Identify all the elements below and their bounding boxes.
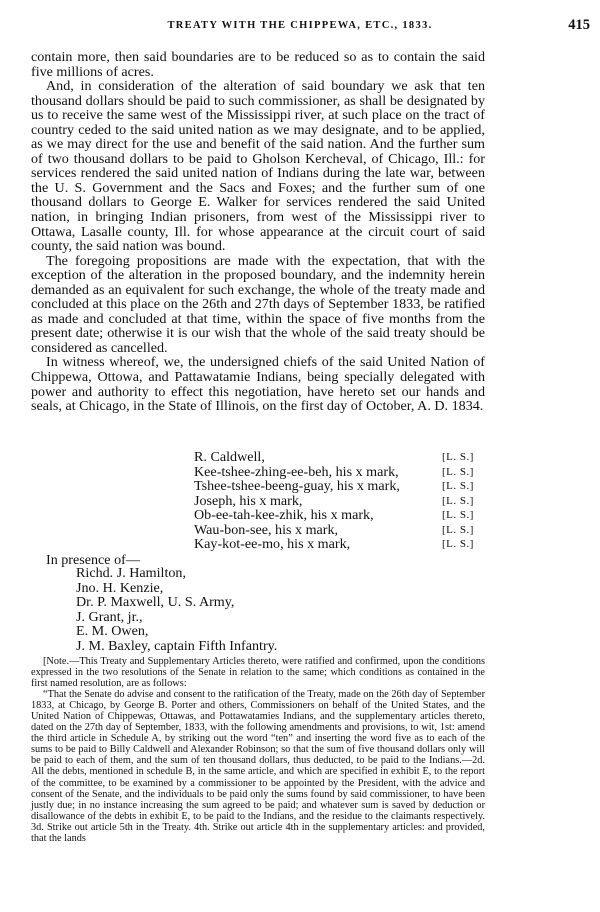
seal-mark: [L. S.] [442,465,474,478]
witnesses-heading: In presence of— [46,552,140,568]
signatory-row [194,523,486,538]
signatory-row [194,494,486,509]
page-number: 415 [568,17,590,33]
signatory-row [194,479,486,494]
seal-mark: [L. S.] [442,523,474,536]
signatory-name: Ob-ee-tah-kee-zhik, his x mark, [194,507,374,524]
witness-name: Dr. P. Maxwell, U. S. Army, [76,594,235,611]
signatory-name: R. Caldwell, [194,449,265,465]
seal-mark: [L. S.] [442,509,474,522]
signatory-row [194,537,486,552]
signatory-name: Tshee-tshee-beeng-guay, his x mark, [194,478,400,495]
signatory-name: Kee-tshee-zhing-ee-beh, his x mark, [194,463,399,480]
signatory-name: Wau-bon-see, his x mark, [194,521,339,538]
note-paragraph: “That the Senate do advise and consent to the ratification of the Treaty, made on the 26th day of September 1833, at Chicago, by George B. Porter and others, Commissioners on behalf of the United States, and the United Nation of Chippewas, Ottawas, and Pottawatamies Indians, and the supplementary articles thereto, dated on the 27th day of September, 1833, with the following amendments and provisions, to wit, 1st: amend the third article in Schedule A, by striking out the word “ten” and inserting the word five as to each of the sums to be paid to Billy Caldwell and Alexander Robinson; so that the sum of five thousand dollars only will be paid to each of them, and the sum of ten thousand dollars, thus deducted, to be paid to the Indians.—2d. All the debts, mentioned in schedule B, in the same article, and which are specified in exhibit E, to the report of the committee, to be examined by a commissioner to be appointed by the President, with the advice and consent of the Senate, and the individuals to be paid only the sums found by said commissioner, to have been justly due; in no instance increasing the sum agreed to be paid; and whatever sum is saved by deduction or disallowance of the debts in exhibit E, to be paid to the Indians, and the residue to the claimants respectively. 3d. Strike out article 5th in the Treaty. 4th. Strike out article 4th in the supplementary articles: and provided, that the lands [31,689,485,844]
running-header [0,17,600,38]
signatory-name: Joseph, his x mark, [194,492,303,509]
body-paragraph: contain more, then said boundaries are to be reduced so as to contain the said five millions of acres. [31,49,485,80]
note-paragraph: [Note.—This Treaty and Supplementary Articles thereto, were ratified and confirmed, upon the conditions expressed in the two resolutions of the Senate in relation to the same; which conditions as contained in the first named resolution, are as follows: [31,656,485,690]
body-paragraph: The foregoing propositions are made with the expectation, that with the exception of the alteration in the proposed boundary, and the indemnity herein demanded as an equivalent for such exchange, the whole of the treaty made and concluded at this place on the 26th and 27th days of September 1833, be ratified as made and concluded at that time, within the space of five months from the present date; otherwise it is our wish that the whole of the said treaty should be considered as cancelled. [31,252,485,356]
treaty-body [31,50,485,414]
signatory-row [194,465,486,480]
signatories-list [194,450,486,552]
seal-mark: [L. S.] [442,480,474,493]
witness-name: E. M. Owen, [76,623,149,640]
seal-mark: [L. S.] [442,451,474,463]
seal-mark: [L. S.] [442,538,474,551]
signatory-name: Kay-kot-ee-mo, his x mark, [194,536,351,553]
witness-name: Richd. J. Hamilton, [76,565,187,581]
signatory-row [194,450,486,465]
witness-name: J. M. Baxley, captain Fifth Infantry. [76,637,278,654]
witness-name: Jno. H. Kenzie, [76,579,164,596]
ratification-note [31,656,485,844]
witnesses-list [76,566,277,653]
running-title: TREATY WITH THE CHIPPEWA, ETC., 1833. [167,20,433,31]
signatory-row [194,508,486,523]
body-paragraph: And, in consideration of the alteration of said boundary we ask that ten thousand dollars should be paid to such commissioner, as shall be designated by us to receive the same west of the Mississippi river, at such place on the tract of country ceded to the said united nation as we may designate, and to be applied, as we may direct for the use and benefit of the said nation. And the further sum of two thousand dollars to be paid to Gholson Kercheval, of Chicago, Ill.: for services rendered the said united nation of Indians during the late war, between the U. S. Government and the Sacs and Foxes; and the further sum of one thousand dollars to George E. Walker for services rendered the said United nation, in bringing Indian prisoners, from west of the Mississippi river to Ottawa, Lasalle county, Ill. for whose appearance at the circuit court of said county, the said nation was bound. [31,78,485,255]
body-paragraph: In witness whereof, we, the undersigned chiefs of the said United Nation of Chippewa, Ottowa, and Pattawatamie Indians, being specially delegated with power and authority to effect this negotiation, have hereto set our hands and seals, at Chicago, in the State of Illinois, on the first day of October, A. D. 1834. [31,354,485,415]
seal-mark: [L. S.] [442,494,474,507]
witness-name: J. Grant, jr., [76,608,143,625]
